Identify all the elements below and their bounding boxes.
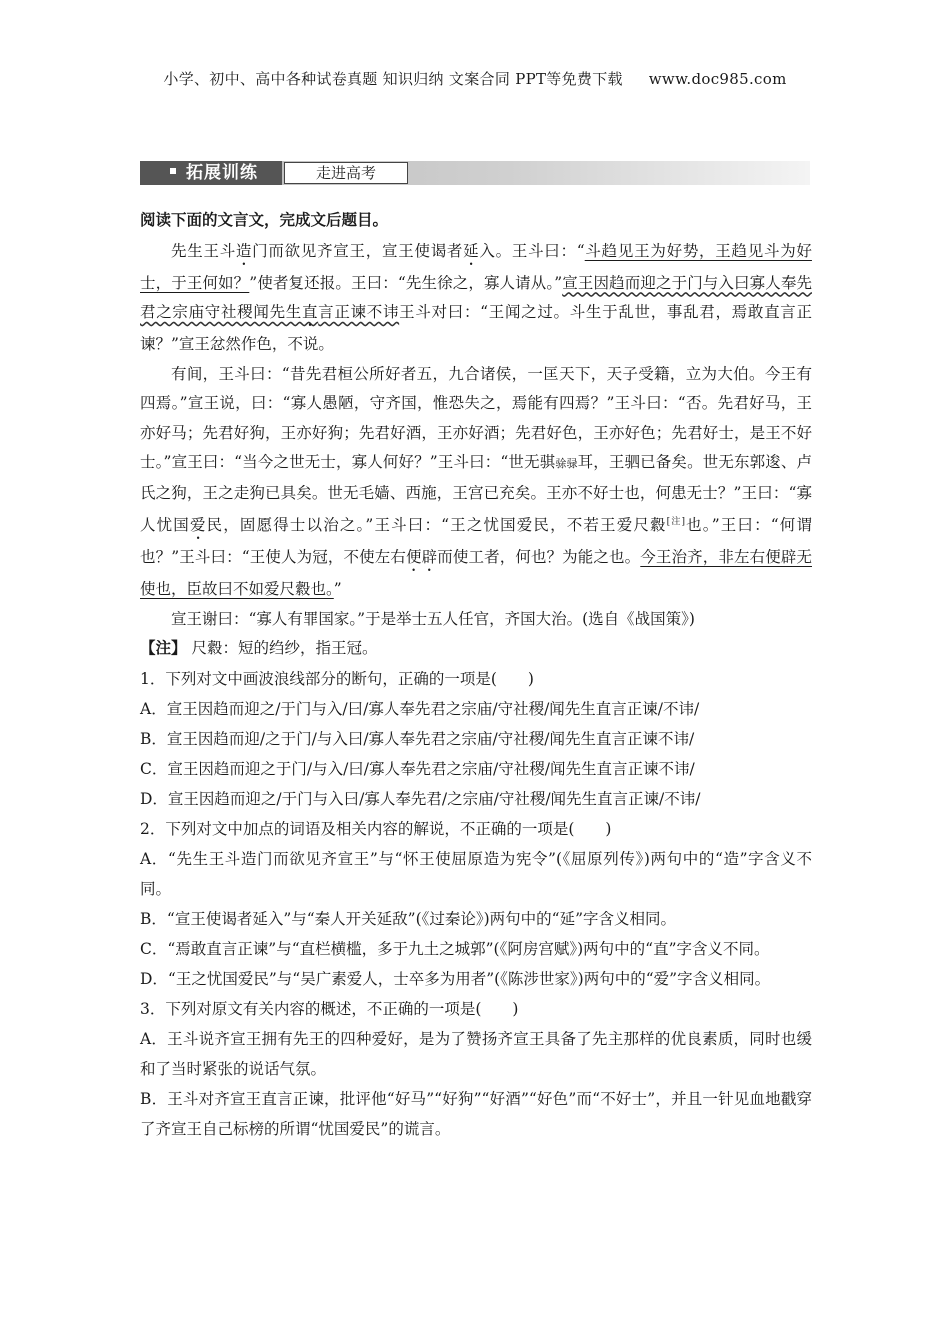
underlined-sentence-2: 今王治齐，非左右便辟无使也，臣故曰不如爱尺縠也。 <box>140 548 812 599</box>
dotted-word-ai: 爱 <box>189 516 207 535</box>
dotted-word-zao: 造 <box>235 241 253 260</box>
footnote-text: 尺縠：短的绉纱，指王冠。 <box>191 639 378 658</box>
footnote <box>140 634 812 664</box>
dotted-word-yan: 延 <box>463 241 480 260</box>
question-3-stem: 3．下列对原文有关内容的概述，不正确的一项是( ) <box>140 999 519 1018</box>
question-2-stem: 2．下列对文中加点的词语及相关内容的解说，不正确的一项是( ) <box>140 819 612 838</box>
question-1-option-c[interactable]: C．宣王因趋而迎之于门/与入/曰/寡人奉先君之宗庙/守社稷/闻先生直言正谏不讳/ <box>140 759 695 778</box>
question-1-option-b[interactable]: B．宣王因趋而迎/之于门/与入曰/寡人奉先君之宗庙/守社稷/闻先生直言正谏不讳/ <box>140 729 695 748</box>
footnote-label: 【注】 <box>140 639 187 658</box>
site-url[interactable]: www.doc985.com <box>648 70 787 88</box>
dotted-word-zhi: 直 <box>301 303 319 321</box>
question-2-option-c[interactable]: C．“焉敢直言正谏”与“直栏横槛，多于九土之城郭”(《阿房宫赋》)两句中的“直”字含义不同。 <box>140 939 770 958</box>
underlined-sentence-1: 斗趋见王为好势，王趋见斗为好士，于王何如？ <box>140 241 812 292</box>
question-1-option-d[interactable]: D．宣王因趋而迎之/于门与入曰/寡人奉先君/之宗庙/守社稷/闻先生直言正谏/不讳/ <box>140 789 701 808</box>
passage-paragraph-1: 先生王斗造门而欲见齐宣王，宣王使谒者延入。王斗曰：“斗趋见王为好势，王趋见斗为好士，于王何如？”使者复还报。王曰：“先生徐之，寡人请从。”宣王因趋而迎之于门与入曰寡人奉先君之宗庙守社稷闻先生直言正谏不讳王斗对曰：“王闻之过。斗生于乱世，事乱君，焉敢直言正谏？”宣王忿然作色，不说。 <box>140 241 812 353</box>
site-header <box>0 68 950 89</box>
note-marker: [注] <box>666 517 685 527</box>
question-3-option-a[interactable]: A．王斗说齐宣王拥有先王的四种爱好，是为了赞扬齐宣王具备了先主那样的优良素质，同时也缓和了当时紧张的说话气氛。 <box>140 1029 812 1078</box>
passage-paragraph-2: 有间，王斗曰：“昔先君桓公所好者五，九合诸侯，一匡天下，天子受籍，立为大伯。今王有四焉。”宣王说，曰：“寡人愚陋，守齐国，惟恐失之，焉能有四焉？”王斗曰：“否。先君好马，王亦好马；先君好狗，王亦好狗；先君好酒，王亦好酒；先君好色，王亦好色；先君好士，是王不好士。”宣王曰：“当今之世无士，寡人何好？”王斗曰：“世无骐𬳿𫘧耳，王驷已备矣。世无东郭逡、卢氏之狗，王之走狗已具矣。世无毛嫱、西施，王宫已充矣。王亦不好士也，何患无士？”王曰：“寡人忧国爱民，固愿得士以治之。”王斗曰：“王之忧国爱民，不若王爱尺縠[注]也。”王曰：“何谓也？”王斗曰：“王使人为冠，不使左右便辟而使工者，何也？为能之也。今王治齐，非左右便辟无使也，臣故曰不如爱尺縠也。” <box>140 364 813 599</box>
question-2-option-a[interactable]: A．“先生王斗造门而欲见齐宣王”与“怀王使屈原造为宪令”(《屈原列传》)两句中的“造”字含义不同。 <box>140 849 812 898</box>
site-header-text: 小学、初中、高中各种试卷真题 知识归纳 文案合同 PPT等免费下载 <box>163 70 623 88</box>
question-2-option-b[interactable]: B．“宣王使谒者延入”与“秦人开关延敌”(《过秦论》)两句中的“延”字含义相同。 <box>140 909 677 928</box>
question-1-option-a[interactable]: A．宣王因趋而迎之/于门与入/曰/寡人奉先君之宗庙/守社稷/闻先生直言正谏/不讳/ <box>140 699 700 718</box>
question-3-option-b[interactable]: B．王斗对齐宣王直言正谏，批评他“好马”“好狗”“好酒”“好色”而“不好士”，并且一针见血地戳穿了齐宣王自己标榜的所谓“忧国爱民”的谎言。 <box>140 1089 812 1138</box>
instruction: 阅读下面的文言文，完成文后题目。 <box>140 211 389 229</box>
question-2-option-d[interactable]: D．“王之忧国爱民”与“吴广素爱人，士卒多为用者”(《陈涉世家》)两句中的“爱”字含义相同。 <box>140 969 771 988</box>
rare-characters: 𬳿𫘧 <box>555 457 578 470</box>
question-1-stem: 1．下列对文中画波浪线部分的断句，正确的一项是( ) <box>140 669 534 688</box>
passage-paragraph-3: 宣王谢曰：“寡人有罪国家。”于是举士五人任官，齐国大治。(选自《战国策》) <box>171 609 695 628</box>
wavy-underlined-passage: 宣王因趋而迎之于门与入曰寡人奉先君之宗庙守社稷闻先生直言正谏不讳 <box>140 273 812 321</box>
square-bullet-icon <box>170 168 176 174</box>
banner-subtitle: 走进高考 <box>284 162 408 184</box>
banner-title-text: 拓展训练 <box>186 163 258 183</box>
exercise-content <box>140 206 812 1144</box>
section-banner <box>140 161 810 185</box>
banner-title <box>140 161 282 185</box>
dotted-word-pianbi: 便辟 <box>405 548 438 567</box>
